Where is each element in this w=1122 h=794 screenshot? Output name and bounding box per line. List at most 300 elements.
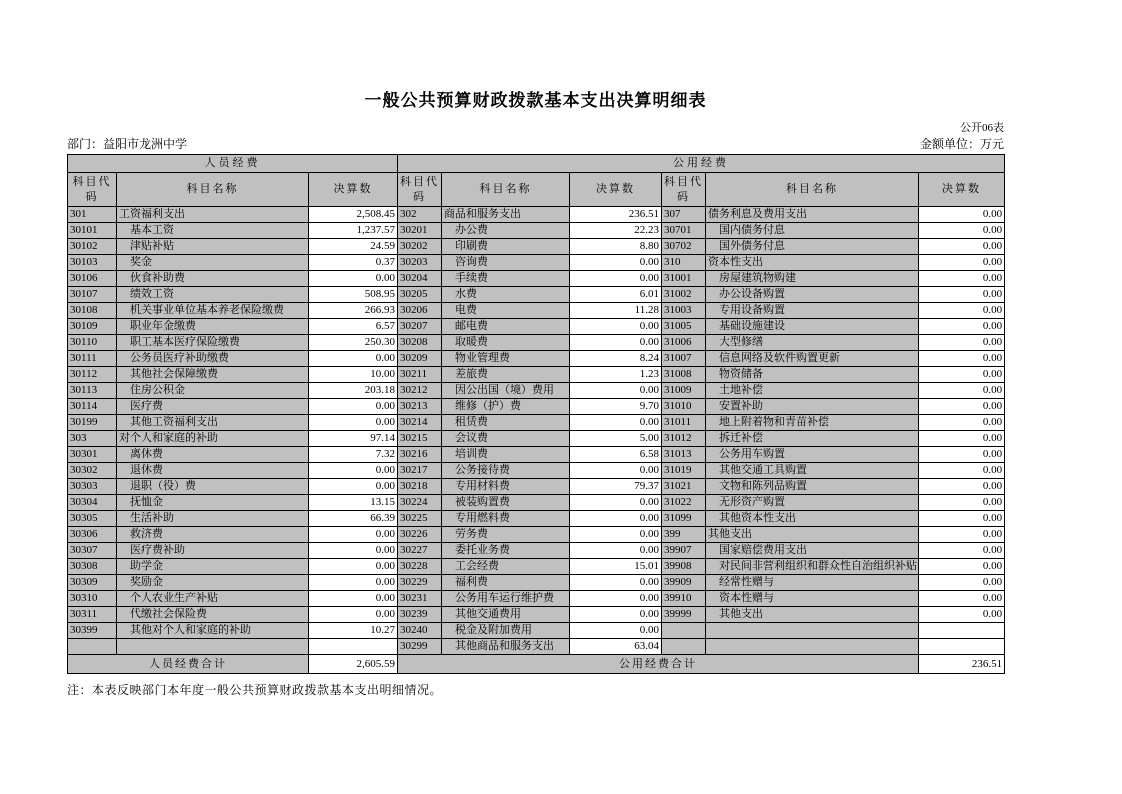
- subject-name-cell: 办公费: [442, 223, 570, 239]
- subject-code-cell: 30311: [68, 607, 117, 623]
- subject-code-cell: 30209: [398, 351, 442, 367]
- subject-code-cell: [68, 639, 117, 655]
- subject-name-cell: 生活补助: [117, 511, 309, 527]
- subject-name-cell: 文物和陈列品购置: [706, 479, 919, 495]
- subject-code-cell: 30107: [68, 287, 117, 303]
- final-amount-cell: 0.00: [570, 527, 662, 543]
- subject-name-cell: 大型修缮: [706, 335, 919, 351]
- final-amount-cell: 0.00: [570, 319, 662, 335]
- subject-name-cell: 医疗费: [117, 399, 309, 415]
- subject-name-cell: 公务员医疗补助缴费: [117, 351, 309, 367]
- subject-name-cell: 安置补助: [706, 399, 919, 415]
- subject-name-cell: 因公出国（境）费用: [442, 383, 570, 399]
- final-amount-cell: 0.00: [309, 399, 398, 415]
- final-amount-cell: 266.93: [309, 303, 398, 319]
- subject-code-cell: 39910: [662, 591, 706, 607]
- subject-code-cell: 30240: [398, 623, 442, 639]
- final-amount-cell: 0.00: [570, 623, 662, 639]
- final-amount-cell: 0.00: [570, 335, 662, 351]
- subject-name-cell: 助学金: [117, 559, 309, 575]
- subject-code-cell: 30302: [68, 463, 117, 479]
- subject-code-cell: 30303: [68, 479, 117, 495]
- column-header-code: 科目代码: [398, 173, 442, 207]
- subject-name-cell: 津贴补贴: [117, 239, 309, 255]
- subject-name-cell: 基本工资: [117, 223, 309, 239]
- subject-code-cell: 30101: [68, 223, 117, 239]
- subject-code-cell: 30702: [662, 239, 706, 255]
- subject-code-cell: 30224: [398, 495, 442, 511]
- subject-name-cell: 委托业务费: [442, 543, 570, 559]
- subject-name-cell: 国内债务付息: [706, 223, 919, 239]
- final-amount-cell: 0.37: [309, 255, 398, 271]
- subject-name-cell: 其他资本性支出: [706, 511, 919, 527]
- final-amount-cell: 1.23: [570, 367, 662, 383]
- public-total-label: 公用经费合计: [398, 655, 919, 674]
- subject-code-cell: 30214: [398, 415, 442, 431]
- subject-code-cell: 301: [68, 207, 117, 223]
- subject-name-cell: 离休费: [117, 447, 309, 463]
- subject-code-cell: 30109: [68, 319, 117, 335]
- footnote: 注：本表反映部门本年度一般公共预算财政拨款基本支出明细情况。: [67, 683, 443, 697]
- table-row: [68, 207, 1005, 223]
- subject-name-cell: 土地补偿: [706, 383, 919, 399]
- table-row: [68, 511, 1005, 527]
- subject-name-cell: 工资福利支出: [117, 207, 309, 223]
- summary-row: [68, 655, 1005, 674]
- final-amount-cell: 250.30: [309, 335, 398, 351]
- table-footer: [68, 655, 1005, 674]
- subject-code-cell: 30399: [68, 623, 117, 639]
- subject-code-cell: 30204: [398, 271, 442, 287]
- subject-code-cell: 31013: [662, 447, 706, 463]
- final-amount-cell: 0.00: [919, 511, 1005, 527]
- subject-name-cell: 专用设备购置: [706, 303, 919, 319]
- column-header-value: 决算数: [570, 173, 662, 207]
- subject-code-cell: 30216: [398, 447, 442, 463]
- subject-name-cell: 住房公积金: [117, 383, 309, 399]
- final-amount-cell: 6.58: [570, 447, 662, 463]
- final-amount-cell: 22.23: [570, 223, 662, 239]
- subject-name-cell: 物业管理费: [442, 351, 570, 367]
- final-amount-cell: 10.00: [309, 367, 398, 383]
- table-row: [68, 367, 1005, 383]
- group-header-public: 公用经费: [398, 155, 1005, 173]
- final-amount-cell: 0.00: [919, 527, 1005, 543]
- subject-name-cell: 印刷费: [442, 239, 570, 255]
- subject-code-cell: 30201: [398, 223, 442, 239]
- subject-code-cell: 31010: [662, 399, 706, 415]
- column-header-value: 决算数: [919, 173, 1005, 207]
- subject-name-cell: 咨询费: [442, 255, 570, 271]
- final-amount-cell: 6.01: [570, 287, 662, 303]
- subject-name-cell: 伙食补助费: [117, 271, 309, 287]
- table-row: [68, 463, 1005, 479]
- subject-name-cell: 维修（护）费: [442, 399, 570, 415]
- subject-name-cell: 公务用车购置: [706, 447, 919, 463]
- final-amount-cell: 0.00: [570, 255, 662, 271]
- final-amount-cell: 0.00: [570, 511, 662, 527]
- table-row: [68, 351, 1005, 367]
- final-amount-cell: 0.00: [919, 559, 1005, 575]
- subject-code-cell: 39907: [662, 543, 706, 559]
- subject-name-cell: 其他交通费用: [442, 607, 570, 623]
- final-amount-cell: [919, 623, 1005, 639]
- table-row: [68, 495, 1005, 511]
- table-row: [68, 591, 1005, 607]
- final-amount-cell: 6.57: [309, 319, 398, 335]
- final-amount-cell: 0.00: [919, 383, 1005, 399]
- final-amount-cell: 0.00: [309, 527, 398, 543]
- subject-name-cell: 培训费: [442, 447, 570, 463]
- subject-name-cell: 代缴社会保险费: [117, 607, 309, 623]
- subject-name-cell: 专用材料费: [442, 479, 570, 495]
- table-row: [68, 447, 1005, 463]
- final-amount-cell: 203.18: [309, 383, 398, 399]
- table-row: [68, 415, 1005, 431]
- subject-code-cell: 30301: [68, 447, 117, 463]
- subject-code-cell: 31005: [662, 319, 706, 335]
- table-row: [68, 255, 1005, 271]
- subject-name-cell: 取暖费: [442, 335, 570, 351]
- final-amount-cell: 10.27: [309, 623, 398, 639]
- subject-code-cell: 30106: [68, 271, 117, 287]
- subject-name-cell: 租赁费: [442, 415, 570, 431]
- subject-code-cell: 30228: [398, 559, 442, 575]
- subject-name-cell: 劳务费: [442, 527, 570, 543]
- subject-name-cell: 水费: [442, 287, 570, 303]
- personnel-total-value: 2,605.59: [309, 655, 398, 674]
- subject-name-cell: 奖金: [117, 255, 309, 271]
- subject-code-cell: 30215: [398, 431, 442, 447]
- final-amount-cell: 0.00: [309, 463, 398, 479]
- subject-name-cell: 其他支出: [706, 607, 919, 623]
- budget-detail-table: [67, 154, 1005, 674]
- table-body: [68, 207, 1005, 655]
- subject-code-cell: 31099: [662, 511, 706, 527]
- subject-code-cell: 303: [68, 431, 117, 447]
- subject-code-cell: 30205: [398, 287, 442, 303]
- subject-code-cell: 30206: [398, 303, 442, 319]
- subject-code-cell: 30111: [68, 351, 117, 367]
- subject-code-cell: 31008: [662, 367, 706, 383]
- subject-code-cell: 30225: [398, 511, 442, 527]
- subject-name-cell: 被装购置费: [442, 495, 570, 511]
- subject-name-cell: 专用燃料费: [442, 511, 570, 527]
- department-label: 部门：益阳市龙洲中学: [67, 137, 188, 151]
- subject-code-cell: 30229: [398, 575, 442, 591]
- subject-code-cell: 30305: [68, 511, 117, 527]
- final-amount-cell: 0.00: [919, 591, 1005, 607]
- final-amount-cell: 0.00: [309, 575, 398, 591]
- final-amount-cell: 0.00: [309, 591, 398, 607]
- column-header-code: 科目代码: [662, 173, 706, 207]
- final-amount-cell: 236.51: [570, 207, 662, 223]
- unit-label: 金额单位：万元: [919, 137, 1004, 151]
- table-row: [68, 623, 1005, 639]
- group-header-row: [68, 155, 1005, 173]
- subject-name-cell: 税金及附加费用: [442, 623, 570, 639]
- subject-name-cell: [706, 639, 919, 655]
- final-amount-cell: 0.00: [919, 399, 1005, 415]
- table-row: [68, 223, 1005, 239]
- column-header-name: 科目名称: [117, 173, 309, 207]
- subject-code-cell: 310: [662, 255, 706, 271]
- subject-code-cell: 30217: [398, 463, 442, 479]
- final-amount-cell: 0.00: [919, 415, 1005, 431]
- subject-name-cell: 绩效工资: [117, 287, 309, 303]
- subject-code-cell: 30114: [68, 399, 117, 415]
- final-amount-cell: 0.00: [309, 479, 398, 495]
- subject-name-cell: 国外债务付息: [706, 239, 919, 255]
- table-row: [68, 287, 1005, 303]
- final-amount-cell: 79.37: [570, 479, 662, 495]
- subject-code-cell: 30112: [68, 367, 117, 383]
- subject-name-cell: 其他社会保障缴费: [117, 367, 309, 383]
- final-amount-cell: 24.59: [309, 239, 398, 255]
- subject-code-cell: 31022: [662, 495, 706, 511]
- subject-code-cell: 31009: [662, 383, 706, 399]
- subject-name-cell: 其他对个人和家庭的补助: [117, 623, 309, 639]
- subject-name-cell: 邮电费: [442, 319, 570, 335]
- subject-name-cell: 拆迁补偿: [706, 431, 919, 447]
- table-row: [68, 559, 1005, 575]
- subject-code-cell: 31006: [662, 335, 706, 351]
- subject-name-cell: 退休费: [117, 463, 309, 479]
- final-amount-cell: 0.00: [570, 495, 662, 511]
- subject-code-cell: 31001: [662, 271, 706, 287]
- column-header-code: 科目代码: [68, 173, 117, 207]
- subject-code-cell: 30226: [398, 527, 442, 543]
- subject-name-cell: 办公设备购置: [706, 287, 919, 303]
- subject-name-cell: 信息网络及软件购置更新: [706, 351, 919, 367]
- subject-name-cell: 资本性支出: [706, 255, 919, 271]
- personnel-total-label: 人员经费合计: [68, 655, 309, 674]
- final-amount-cell: 0.00: [919, 335, 1005, 351]
- subject-code-cell: 30202: [398, 239, 442, 255]
- final-amount-cell: 0.00: [919, 431, 1005, 447]
- final-amount-cell: 0.00: [570, 271, 662, 287]
- final-amount-cell: 0.00: [570, 383, 662, 399]
- subject-code-cell: 30310: [68, 591, 117, 607]
- final-amount-cell: 15.01: [570, 559, 662, 575]
- final-amount-cell: 5.00: [570, 431, 662, 447]
- subject-name-cell: 物资储备: [706, 367, 919, 383]
- subject-code-cell: 30102: [68, 239, 117, 255]
- table-row: [68, 607, 1005, 623]
- table-row: [68, 543, 1005, 559]
- final-amount-cell: 0.00: [309, 415, 398, 431]
- table-row: [68, 335, 1005, 351]
- subject-name-cell: 会议费: [442, 431, 570, 447]
- subject-code-cell: 31019: [662, 463, 706, 479]
- table-row: [68, 527, 1005, 543]
- subject-name-cell: 抚恤金: [117, 495, 309, 511]
- subject-name-cell: 无形资产购置: [706, 495, 919, 511]
- subject-code-cell: 30208: [398, 335, 442, 351]
- subject-code-cell: 30308: [68, 559, 117, 575]
- final-amount-cell: 0.00: [919, 575, 1005, 591]
- table-code-label: 公开06表: [960, 122, 1004, 134]
- final-amount-cell: 0.00: [570, 607, 662, 623]
- final-amount-cell: 13.15: [309, 495, 398, 511]
- final-amount-cell: 0.00: [919, 239, 1005, 255]
- subject-name-cell: 工会经费: [442, 559, 570, 575]
- subject-name-cell: 地上附着物和青苗补偿: [706, 415, 919, 431]
- subject-code-cell: 31007: [662, 351, 706, 367]
- subject-name-cell: 退职（役）费: [117, 479, 309, 495]
- final-amount-cell: 9.70: [570, 399, 662, 415]
- subject-code-cell: 31002: [662, 287, 706, 303]
- column-header-row: [68, 173, 1005, 207]
- subject-name-cell: 救济费: [117, 527, 309, 543]
- subject-name-cell: 对个人和家庭的补助: [117, 431, 309, 447]
- final-amount-cell: 0.00: [919, 479, 1005, 495]
- subject-name-cell: 差旅费: [442, 367, 570, 383]
- table-row: [68, 271, 1005, 287]
- subject-code-cell: 30103: [68, 255, 117, 271]
- subject-name-cell: 福利费: [442, 575, 570, 591]
- final-amount-cell: 0.00: [919, 303, 1005, 319]
- table-row: [68, 479, 1005, 495]
- subject-name-cell: 其他支出: [706, 527, 919, 543]
- subject-code-cell: 31011: [662, 415, 706, 431]
- table-row: [68, 383, 1005, 399]
- subject-code-cell: 30306: [68, 527, 117, 543]
- subject-code-cell: 30304: [68, 495, 117, 511]
- final-amount-cell: 0.00: [919, 543, 1005, 559]
- table-row: [68, 431, 1005, 447]
- subject-code-cell: 30213: [398, 399, 442, 415]
- subject-code-cell: 399: [662, 527, 706, 543]
- meta-row: [67, 136, 1004, 152]
- table-row: [68, 575, 1005, 591]
- page-title: 一般公共预算财政拨款基本支出决算明细表: [364, 91, 707, 110]
- group-header-personnel: 人员经费: [68, 155, 398, 173]
- subject-name-cell: [117, 639, 309, 655]
- table-row: [68, 639, 1005, 655]
- subject-code-cell: 30218: [398, 479, 442, 495]
- final-amount-cell: 8.80: [570, 239, 662, 255]
- final-amount-cell: 0.00: [919, 607, 1005, 623]
- table-row: [68, 303, 1005, 319]
- subject-code-cell: 31012: [662, 431, 706, 447]
- subject-name-cell: 机关事业单位基本养老保险缴费: [117, 303, 309, 319]
- subject-code-cell: 30211: [398, 367, 442, 383]
- subject-code-cell: 302: [398, 207, 442, 223]
- final-amount-cell: 7.32: [309, 447, 398, 463]
- table-header: [68, 155, 1005, 207]
- final-amount-cell: 0.00: [570, 575, 662, 591]
- final-amount-cell: 0.00: [919, 351, 1005, 367]
- final-amount-cell: 0.00: [919, 447, 1005, 463]
- subject-code-cell: 30199: [68, 415, 117, 431]
- column-header-name: 科目名称: [442, 173, 570, 207]
- subject-name-cell: 公务接待费: [442, 463, 570, 479]
- final-amount-cell: 0.00: [570, 463, 662, 479]
- subject-name-cell: 公务用车运行维护费: [442, 591, 570, 607]
- subject-code-cell: [662, 639, 706, 655]
- subject-code-cell: 30113: [68, 383, 117, 399]
- subject-code-cell: 39908: [662, 559, 706, 575]
- final-amount-cell: 0.00: [919, 495, 1005, 511]
- subject-name-cell: 其他工资福利支出: [117, 415, 309, 431]
- subject-code-cell: 30212: [398, 383, 442, 399]
- final-amount-cell: 0.00: [309, 543, 398, 559]
- final-amount-cell: 0.00: [919, 271, 1005, 287]
- subject-name-cell: 房屋建筑物购建: [706, 271, 919, 287]
- subject-name-cell: 医疗费补助: [117, 543, 309, 559]
- final-amount-cell: 0.00: [309, 351, 398, 367]
- final-amount-cell: 0.00: [570, 543, 662, 559]
- subject-name-cell: 基础设施建设: [706, 319, 919, 335]
- subject-code-cell: 307: [662, 207, 706, 223]
- subject-name-cell: [706, 623, 919, 639]
- subject-code-cell: 31003: [662, 303, 706, 319]
- subject-name-cell: 电费: [442, 303, 570, 319]
- final-amount-cell: 63.04: [570, 639, 662, 655]
- final-amount-cell: 0.00: [919, 463, 1005, 479]
- column-header-name: 科目名称: [706, 173, 919, 207]
- final-amount-cell: 508.95: [309, 287, 398, 303]
- table-row: [68, 239, 1005, 255]
- final-amount-cell: 0.00: [919, 287, 1005, 303]
- final-amount-cell: 0.00: [919, 255, 1005, 271]
- final-amount-cell: 0.00: [919, 367, 1005, 383]
- table-row: [68, 319, 1005, 335]
- public-total-value: 236.51: [919, 655, 1005, 674]
- final-amount-cell: 97.14: [309, 431, 398, 447]
- subject-name-cell: 债务利息及费用支出: [706, 207, 919, 223]
- final-amount-cell: [309, 639, 398, 655]
- final-amount-cell: 0.00: [919, 207, 1005, 223]
- final-amount-cell: 1,237.57: [309, 223, 398, 239]
- subject-code-cell: 30207: [398, 319, 442, 335]
- subject-code-cell: 39909: [662, 575, 706, 591]
- final-amount-cell: 0.00: [309, 559, 398, 575]
- document-page: [67, 0, 1004, 698]
- subject-name-cell: 经常性赠与: [706, 575, 919, 591]
- final-amount-cell: 0.00: [570, 591, 662, 607]
- subject-name-cell: 奖励金: [117, 575, 309, 591]
- subject-code-cell: 30309: [68, 575, 117, 591]
- subject-code-cell: 31021: [662, 479, 706, 495]
- subject-code-cell: 30203: [398, 255, 442, 271]
- final-amount-cell: 0.00: [309, 271, 398, 287]
- subject-name-cell: 资本性赠与: [706, 591, 919, 607]
- column-header-value: 决算数: [309, 173, 398, 207]
- final-amount-cell: 8.24: [570, 351, 662, 367]
- subject-code-cell: 30108: [68, 303, 117, 319]
- subject-name-cell: 职工基本医疗保险缴费: [117, 335, 309, 351]
- subject-code-cell: 30239: [398, 607, 442, 623]
- final-amount-cell: 2,508.45: [309, 207, 398, 223]
- final-amount-cell: 0.00: [919, 223, 1005, 239]
- subject-name-cell: 个人农业生产补贴: [117, 591, 309, 607]
- subject-name-cell: 其他商品和服务支出: [442, 639, 570, 655]
- subject-code-cell: 30110: [68, 335, 117, 351]
- final-amount-cell: 66.39: [309, 511, 398, 527]
- subject-name-cell: 其他交通工具购置: [706, 463, 919, 479]
- subject-code-cell: 30701: [662, 223, 706, 239]
- final-amount-cell: 0.00: [309, 607, 398, 623]
- subject-name-cell: 商品和服务支出: [442, 207, 570, 223]
- subject-code-cell: [662, 623, 706, 639]
- subject-name-cell: 对民间非营利组织和群众性自治组织补贴: [706, 559, 919, 575]
- subject-code-cell: 30299: [398, 639, 442, 655]
- subject-code-cell: 30231: [398, 591, 442, 607]
- subject-name-cell: 国家赔偿费用支出: [706, 543, 919, 559]
- final-amount-cell: [919, 639, 1005, 655]
